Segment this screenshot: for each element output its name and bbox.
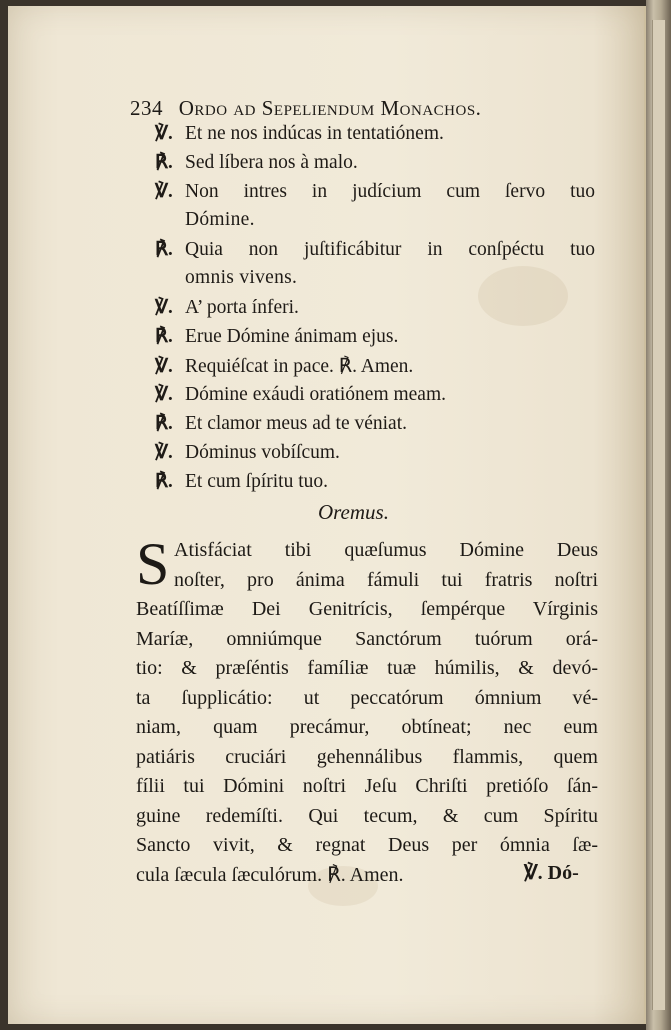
response-symbol: ℟. — [155, 413, 173, 434]
prayer-line: fílii tui Dómini noſtri Jeſu Chriſti pretióſo ſán- — [136, 775, 598, 797]
versicle-symbol: ℣. — [155, 123, 173, 144]
response-symbol: ℟. — [155, 471, 173, 492]
prayer-line: niam, quam precámur, obtíneat; nec eum — [136, 716, 598, 738]
versicle-list — [155, 122, 595, 499]
prayer-paragraph — [136, 531, 598, 890]
versicle-symbol: ℣. — [155, 384, 173, 405]
versicle-text: Dóminus vobíſcum. — [185, 442, 340, 463]
versicle-continuation — [155, 209, 595, 238]
response-line — [155, 412, 595, 441]
versicle-line — [155, 122, 595, 151]
prayer-line: guine redemíſti. Qui tecum, & cum Spíritu — [136, 804, 598, 827]
response-text: Sed líbera nos à malo. — [185, 152, 358, 173]
response-text: Erue Dómine ánimam ejus. — [185, 326, 399, 347]
prayer-line: Beatíſſimæ Dei Genitrícis, ſempérque Vírginis — [136, 598, 598, 620]
response-text: Et cum ſpíritu tuo. — [185, 471, 328, 492]
prayer-line: Atisfáciat tibi quæſumus Dómine Deus — [174, 539, 598, 561]
response-symbol: ℟. — [155, 326, 173, 347]
response-text: Et clamor meus ad te véniat. — [185, 413, 408, 434]
prayer-line: tio: & præſéntis famíliæ tuæ húmilis, & devó- — [136, 657, 598, 679]
oremus-heading: Oremus. — [318, 500, 389, 524]
response-line — [155, 238, 595, 267]
prayer-line: Sancto vivit, & regnat Deus per ómnia ſæ- — [136, 834, 598, 856]
response-line — [155, 151, 595, 180]
page-number: 234 — [130, 96, 163, 120]
prayer-line: Maríæ, omniúmque Sanctórum tuórum orá- — [136, 627, 598, 650]
prayer-line: noſter, pro ánima fámuli tui fratris noſtri — [174, 568, 598, 591]
prayer-line: patiáris cruciári gehennálibus flammis, quem — [136, 745, 598, 768]
running-title: Ordo ad Sepeliendum Monachos. — [178, 96, 482, 120]
versicle-text: Dómine exáudi oratiónem meam. — [185, 384, 447, 405]
continuation-text: omnis vivens. — [185, 267, 298, 288]
versicle-line — [155, 180, 595, 209]
versicle-text: A’ porta ínferi. — [185, 297, 299, 318]
page-edge — [646, 0, 671, 1030]
versicle-line — [155, 383, 595, 412]
versicle-line — [155, 296, 595, 325]
versicle-text: Et ne nos indúcas in tentatiónem. — [185, 123, 444, 144]
versicle-symbol: ℣. — [155, 442, 173, 463]
response-line — [155, 470, 595, 499]
prayer-line: ta ſupplicátio: ut peccatórum ómnium vé- — [136, 686, 598, 709]
response-continuation — [155, 267, 595, 296]
next-page-sliver — [652, 20, 665, 1010]
prayer-line-last: cula ſæcula ſæculórum. ℟. Amen. — [136, 863, 404, 886]
response-text: Quia non juſtificábitur in conſpéctu tuo — [185, 239, 595, 260]
versicle-symbol: ℣. — [155, 297, 173, 318]
versicle-text: Non intres in judícium cum ſervo tuo — [185, 181, 595, 202]
response-symbol: ℟. — [155, 152, 173, 173]
versicle-line — [155, 354, 595, 383]
drop-cap: S — [136, 531, 170, 597]
versicle-symbol: ℣. — [155, 181, 173, 202]
catchword: ℣. Dó- — [524, 862, 579, 884]
versicle-symbol: ℣. — [155, 356, 173, 377]
continuation-text: Dómine. — [185, 209, 255, 230]
response-symbol: ℟. — [155, 239, 173, 260]
versicle-text: Requiéſcat in pace. ℟. Amen. — [185, 356, 414, 377]
response-line — [155, 325, 595, 354]
running-header — [130, 96, 570, 124]
versicle-line — [155, 441, 595, 470]
